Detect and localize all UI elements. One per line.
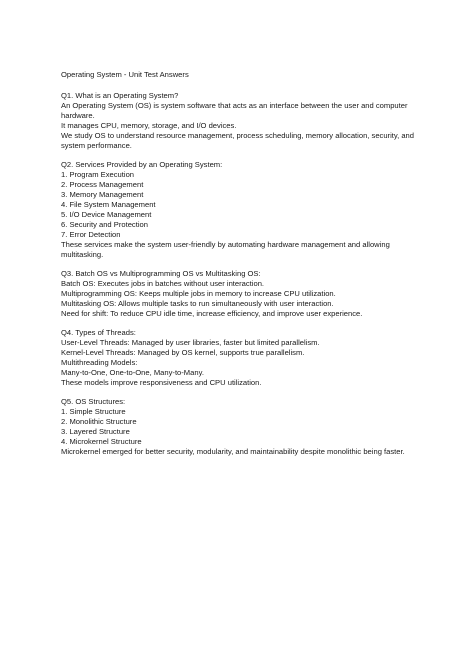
section-heading: Q4. Types of Threads: — [61, 328, 136, 337]
section-line: It manages CPU, memory, storage, and I/O devices. — [61, 121, 237, 130]
list-item: 3. Memory Management — [61, 190, 144, 199]
section-line: User-Level Threads: Managed by user libraries, faster but limited parallelism. — [61, 338, 320, 347]
section-line: These models improve responsiveness and CPU utilization. — [61, 378, 262, 387]
section-q2 — [61, 160, 434, 260]
section-line: Batch OS: Executes jobs in batches without user interaction. — [61, 279, 265, 288]
section-line: Microkernel emerged for better security, modularity, and maintainability despite monolithic being faster. — [61, 447, 405, 456]
section-heading: Q3. Batch OS vs Multiprogramming OS vs Multitasking OS: — [61, 269, 261, 278]
section-q3 — [61, 269, 434, 319]
section-line: An Operating System (OS) is system software that acts as an interface between the user and computer hardware. — [61, 101, 408, 120]
section-heading: Q2. Services Provided by an Operating System: — [61, 160, 223, 169]
section-line: Many-to-One, One-to-One, Many-to-Many. — [61, 368, 204, 377]
section-line: Multitasking OS: Allows multiple tasks to run simultaneously with user interaction. — [61, 299, 334, 308]
section-q5 — [61, 397, 434, 457]
section-q4 — [61, 328, 434, 388]
section-heading: Q1. What is an Operating System? — [61, 91, 179, 100]
document-title: Operating System - Unit Test Answers — [61, 70, 189, 79]
list-item: 5. I/O Device Management — [61, 210, 152, 219]
list-item: 6. Security and Protection — [61, 220, 148, 229]
list-item: 4. Microkernel Structure — [61, 437, 142, 446]
section-line: Multiprogramming OS: Keeps multiple jobs in memory to increase CPU utilization. — [61, 289, 336, 298]
section-line: Need for shift: To reduce CPU idle time, increase efficiency, and improve user experience. — [61, 309, 363, 318]
section-line: These services make the system user-friendly by automating hardware management and allowing multitasking. — [61, 240, 390, 259]
list-item: 4. File System Management — [61, 200, 156, 209]
list-item: 3. Layered Structure — [61, 427, 130, 436]
section-line: Multithreading Models: — [61, 358, 138, 367]
list-item: 1. Program Execution — [61, 170, 135, 179]
section-line: Kernel-Level Threads: Managed by OS kernel, supports true parallelism. — [61, 348, 305, 357]
list-item: 1. Simple Structure — [61, 407, 126, 416]
list-item: 7. Error Detection — [61, 230, 121, 239]
section-line: We study OS to understand resource management, process scheduling, memory allocation, security, and system performance. — [61, 131, 415, 150]
section-q1 — [61, 91, 434, 151]
list-item: 2. Process Management — [61, 180, 144, 189]
list-item: 2. Monolithic Structure — [61, 417, 137, 426]
section-heading: Q5. OS Structures: — [61, 397, 126, 406]
